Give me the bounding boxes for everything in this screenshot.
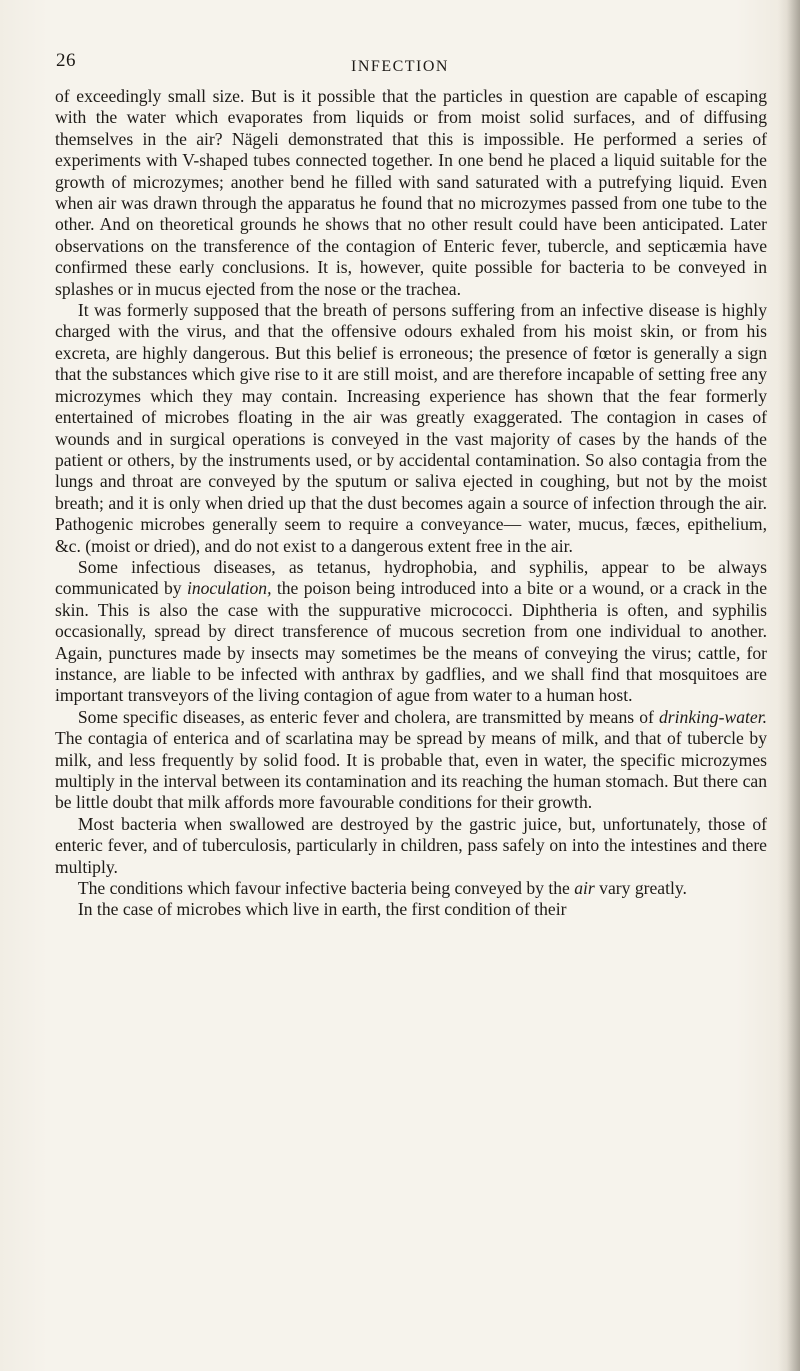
paragraph — [55, 814, 767, 878]
text-run: The contagia of enterica and of scarlatina may be spread by means of milk, and that of tubercle by milk, and less frequently by solid food. It is probable that, even in water, the specific microzymes multiply in the interval between its contamination and its reaching the human stomach. But there can be little doubt that milk affords more favourable conditions for their growth. — [55, 728, 767, 813]
text-run: vary greatly. — [594, 878, 687, 899]
text-run: of exceedingly small size. But is it possible that the particles in question are capable of escaping with the water which evaporates from liquids or from moist solid surfaces, and of diffusing themselves in the air? Nägeli demonstrated that this is impossible. He performed a series of experiments with V-shaped tubes connected together. In one bend he placed a liquid suitable for the growth of microzymes; another bend he filled with sand saturated with a putrefying liquid. Even when air was drawn through the apparatus he found that no microzymes passed from one tube to the other. And on theoretical grounds he shows that no other result could have been anticipated. Later observations on the transference of the contagion of Enteric fever, tubercle, and septicæmia have confirmed these early conclusions. It is, however, quite possible for bacteria to be conveyed in splashes or in mucus ejected from the nose or the trachea. — [55, 86, 767, 299]
body-text — [55, 86, 767, 921]
text-run: It was formerly supposed that the breath of persons suffering from an infective disease is highly charged with the virus, and that the offensive odours exhaled from his moist skin, or from his excreta, are highly dangerous. But this belief is erroneous; the presence of fœtor is generally a sign that the substances which give rise to it are still moist, and are therefore incapable of setting free any microzymes which they may contain. Increasing experience has shown that the fear formerly entertained of microbes floating in the air was greatly exaggerated. The contagion in cases of wounds and in surgical operations is conveyed in the vast majority of cases by the hands of the patient or others, by the instruments used, or by accidental contamination. So also contagia from the lungs and throat are conveyed by the sputum or saliva ejected in coughing, but not by the moist breath; and it is only when dried up that the dust becomes again a source of infection through the air. Pathogenic microbes generally seem to require a conveyance— water, mucus, fæces, epithelium, &c. (moist or dried), and do not exist to a dangerous extent free in the air. — [55, 300, 767, 556]
text-run: Some specific diseases, as enteric fever and cholera, are transmitted by means of — [77, 706, 659, 727]
paragraph — [55, 878, 767, 899]
text-run: In the case of microbes which live in earth, the first condition of their — [77, 899, 567, 920]
text-run: The conditions which favour infective bacteria being conveyed by the — [77, 878, 575, 899]
page-edge-shadow — [778, 0, 800, 1371]
running-head: INFECTION — [351, 58, 449, 75]
page-header — [0, 50, 800, 78]
paragraph — [55, 300, 767, 557]
text-run: Some infectious diseases, as tetanus, hydrophobia, and syphilis, appear to be always communicated by — [55, 556, 767, 599]
text-run: the poison being introduced into a bite or a wound, or a crack in the skin. This is also the case with the suppurative micrococci. Diphtheria is often, and syphilis occasionally, spread by direct transference of mucous secretion from one individual to another. Again, punctures made by insects may sometimes be the means of conveying the virus; cattle, for instance, are liable to be infected with anthrax by gadflies, and we shall find that mosquitoes are important transveyors of the living contagion of ague from water to a human host. — [55, 578, 767, 706]
paragraph — [55, 86, 767, 300]
paragraph — [55, 557, 767, 707]
paragraph — [55, 707, 767, 814]
page-number: 26 — [56, 50, 76, 71]
paragraph — [55, 899, 767, 920]
italic-text: inoculation, — [186, 578, 272, 599]
italic-text: drinking-water. — [658, 706, 767, 727]
text-run: Most bacteria when swallowed are destroyed by the gastric juice, but, unfortunately, those of enteric fever, and of tuberculosis, particularly in children, pass safely on into the intestines and there multiply. — [55, 813, 767, 877]
italic-text: air — [574, 878, 595, 899]
